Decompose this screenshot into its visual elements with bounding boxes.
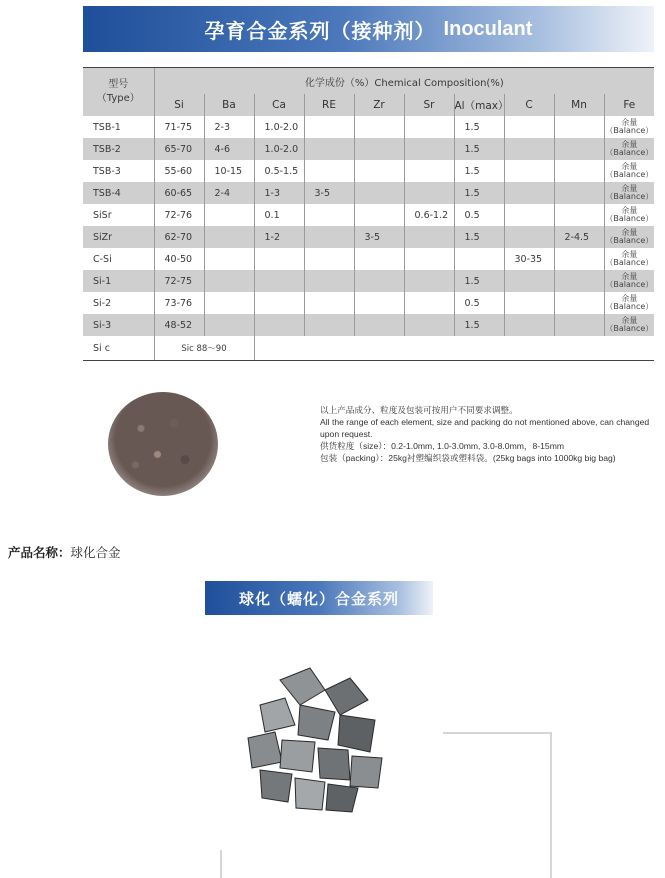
sr-cell — [404, 248, 454, 270]
col-re: RE — [304, 94, 354, 116]
re-cell — [304, 116, 354, 138]
ca-cell: 1-2 — [254, 226, 304, 248]
zr-cell — [354, 270, 404, 292]
decor-line-left — [220, 850, 222, 878]
note-line-2: All the range of each element, size and packing do not mentioned above, can changed upon request. — [320, 417, 650, 439]
ba-cell: 10-15 — [204, 160, 254, 182]
nodulizer-banner: 球化（蠕化）合金系列 — [205, 581, 433, 615]
al-cell: 0.5 — [454, 204, 504, 226]
ba-cell — [204, 314, 254, 336]
col-fe: Fe — [604, 94, 654, 116]
fe-balance-en: （Balance） — [605, 192, 654, 201]
type-header-cn: 型号 — [108, 79, 129, 90]
table-row — [83, 116, 654, 138]
col-ca: Ca — [254, 94, 304, 116]
c-cell — [504, 116, 554, 138]
re-cell — [304, 314, 354, 336]
si-cell: 72-76 — [154, 204, 204, 226]
ca-cell — [254, 314, 304, 336]
table-row — [83, 226, 654, 248]
fe-balance-en: （Balance） — [605, 280, 654, 289]
c-cell — [504, 226, 554, 248]
col-mn: Mn — [554, 94, 604, 116]
zr-cell — [354, 248, 404, 270]
fe-balance-cn: 余量 — [621, 272, 638, 281]
c-cell — [504, 182, 554, 204]
sr-cell — [404, 182, 454, 204]
sr-cell — [404, 160, 454, 182]
zr-cell — [354, 314, 404, 336]
zr-cell — [354, 138, 404, 160]
al-cell: 0.5 — [454, 292, 504, 314]
table-row — [83, 138, 654, 160]
fe-balance-en: （Balance） — [605, 236, 654, 245]
sr-cell — [404, 270, 454, 292]
sr-cell — [404, 292, 454, 314]
ba-cell: 2-3 — [204, 116, 254, 138]
fe-balance-en: （Balance） — [605, 214, 654, 223]
type-header — [83, 68, 154, 117]
re-cell — [304, 248, 354, 270]
re-cell: 3-5 — [304, 182, 354, 204]
ba-cell — [204, 204, 254, 226]
inoculant-granules-image — [108, 392, 218, 496]
ca-cell: 1-3 — [254, 182, 304, 204]
si-cell: 40-50 — [154, 248, 204, 270]
table-row — [83, 270, 654, 292]
nodulizer-lumps-image — [240, 660, 390, 820]
si-cell: 60-65 — [154, 182, 204, 204]
ba-cell: 4-6 — [204, 138, 254, 160]
decor-line-right — [550, 732, 552, 878]
col-al: Al（max） — [454, 94, 504, 116]
col-ba: Ba — [204, 94, 254, 116]
ca-cell: 1.0-2.0 — [254, 116, 304, 138]
ba-cell — [204, 270, 254, 292]
c-cell — [504, 138, 554, 160]
fe-balance-cn: 余量 — [621, 118, 638, 127]
al-cell: 1.5 — [454, 270, 504, 292]
al-cell: 1.5 — [454, 314, 504, 336]
type-cell: TSB-2 — [93, 143, 121, 155]
table-row — [83, 292, 654, 314]
type-cell: TSB-4 — [93, 187, 121, 199]
table-row — [83, 160, 654, 182]
sr-cell — [404, 116, 454, 138]
fe-cell — [604, 116, 654, 138]
c-cell — [504, 204, 554, 226]
fe-balance-cn: 余量 — [621, 294, 638, 303]
type-cell: Si c — [83, 336, 154, 361]
si-cell: 73-76 — [154, 292, 204, 314]
si-cell: 62-70 — [154, 226, 204, 248]
ca-cell — [254, 270, 304, 292]
banner-title-cn: 孕育合金系列（接种剂） — [204, 18, 436, 43]
mn-cell — [554, 182, 604, 204]
fe-balance-en: （Balance） — [605, 170, 654, 179]
type-cell: C-Si — [93, 253, 112, 265]
fe-cell — [604, 204, 654, 226]
ca-cell: 1.0-2.0 — [254, 138, 304, 160]
fe-balance-en: （Balance） — [605, 302, 654, 311]
product-name-label: 产品名称： — [8, 545, 71, 560]
c-cell — [504, 160, 554, 182]
col-si: Si — [154, 94, 204, 116]
type-cell: SiZr — [93, 231, 113, 243]
fe-balance-cn: 余量 — [621, 140, 638, 149]
sr-cell: 0.6-1.2 — [404, 204, 454, 226]
table-row — [83, 204, 654, 226]
ca-cell: 0.1 — [254, 204, 304, 226]
type-cell: Si-1 — [93, 275, 112, 287]
fe-cell — [604, 314, 654, 336]
ba-cell — [204, 248, 254, 270]
mn-cell — [554, 270, 604, 292]
ba-cell: 2-4 — [204, 182, 254, 204]
al-cell: 1.5 — [454, 182, 504, 204]
zr-cell — [354, 182, 404, 204]
mn-cell — [554, 292, 604, 314]
sr-cell — [404, 138, 454, 160]
col-zr: Zr — [354, 94, 404, 116]
fe-balance-cn: 余量 — [621, 162, 638, 171]
al-cell: 1.5 — [454, 116, 504, 138]
decor-line-top — [443, 732, 552, 734]
mn-cell — [554, 116, 604, 138]
product-name — [8, 543, 121, 561]
ca-cell: 0.5-1.5 — [254, 160, 304, 182]
ba-cell — [204, 226, 254, 248]
fe-balance-cn: 余量 — [621, 184, 638, 193]
c-cell: 30-35 — [504, 248, 554, 270]
composition-header: 化学成份（%）Chemical Composition(%) — [154, 68, 654, 95]
zr-cell — [354, 292, 404, 314]
ca-cell — [254, 248, 304, 270]
fe-balance-en: （Balance） — [605, 148, 654, 157]
fe-cell — [604, 226, 654, 248]
si-cell: 65-70 — [154, 138, 204, 160]
note-line-4: 包装（packing）：25kg衬塑编织袋或塑料袋。(25kg bags into 1000kg big bag) — [320, 453, 616, 463]
si-cell: 72-75 — [154, 270, 204, 292]
table-row — [83, 182, 654, 204]
si-cell: 48-52 — [154, 314, 204, 336]
re-cell — [304, 204, 354, 226]
mn-cell — [554, 314, 604, 336]
product-name-value: 球化合金 — [70, 545, 121, 560]
mn-cell: 2-4.5 — [554, 226, 604, 248]
ba-cell — [204, 292, 254, 314]
inoculant-banner — [83, 6, 654, 52]
re-cell — [304, 226, 354, 248]
mn-cell — [554, 138, 604, 160]
zr-cell — [354, 116, 404, 138]
fe-cell — [604, 138, 654, 160]
type-cell: TSB-3 — [93, 165, 121, 177]
zr-cell — [354, 204, 404, 226]
table-row — [83, 248, 654, 270]
al-cell — [454, 248, 504, 270]
fe-cell — [604, 292, 654, 314]
c-cell — [504, 314, 554, 336]
type-cell: Si-3 — [93, 319, 112, 331]
re-cell — [304, 270, 354, 292]
mn-cell — [554, 204, 604, 226]
ca-cell — [254, 292, 304, 314]
sic-value: Sic 88～90 — [154, 336, 254, 361]
c-cell — [504, 292, 554, 314]
fe-balance-cn: 余量 — [621, 250, 638, 259]
fe-balance-en: （Balance） — [605, 126, 654, 135]
fe-cell — [604, 160, 654, 182]
fe-cell — [604, 270, 654, 292]
col-sr: Sr — [404, 94, 454, 116]
col-c: C — [504, 94, 554, 116]
banner-title-en: Inoculant — [443, 17, 533, 40]
composition-table — [83, 67, 654, 361]
fe-balance-cn: 余量 — [621, 316, 638, 325]
type-cell: TSB-1 — [93, 121, 121, 133]
type-header-en: （Type） — [96, 93, 140, 104]
al-cell: 1.5 — [454, 138, 504, 160]
al-cell: 1.5 — [454, 160, 504, 182]
type-cell: SiSr — [93, 209, 112, 221]
sr-cell — [404, 226, 454, 248]
fe-balance-cn: 余量 — [621, 206, 638, 215]
fe-balance-en: （Balance） — [605, 324, 654, 333]
mn-cell — [554, 160, 604, 182]
type-cell: Si-2 — [93, 297, 112, 309]
re-cell — [304, 160, 354, 182]
si-cell: 55-60 — [154, 160, 204, 182]
c-cell — [504, 270, 554, 292]
fe-cell — [604, 248, 654, 270]
note-line-3: 供货粒度（size）：0.2-1.0mm, 1.0-3.0mm, 3.0-8.0mm，8-15mm — [320, 441, 565, 451]
si-cell: 71-75 — [154, 116, 204, 138]
sr-cell — [404, 314, 454, 336]
re-cell — [304, 138, 354, 160]
al-cell: 1.5 — [454, 226, 504, 248]
zr-cell: 3-5 — [354, 226, 404, 248]
table-row — [83, 314, 654, 336]
note-line-1: 以上产品成分、粒度及包装可按用户不同要求调整。 — [320, 405, 518, 415]
product-note — [320, 404, 650, 464]
mn-cell — [554, 248, 604, 270]
zr-cell — [354, 160, 404, 182]
fe-cell — [604, 182, 654, 204]
fe-balance-cn: 余量 — [621, 228, 638, 237]
fe-balance-en: （Balance） — [605, 258, 654, 267]
re-cell — [304, 292, 354, 314]
